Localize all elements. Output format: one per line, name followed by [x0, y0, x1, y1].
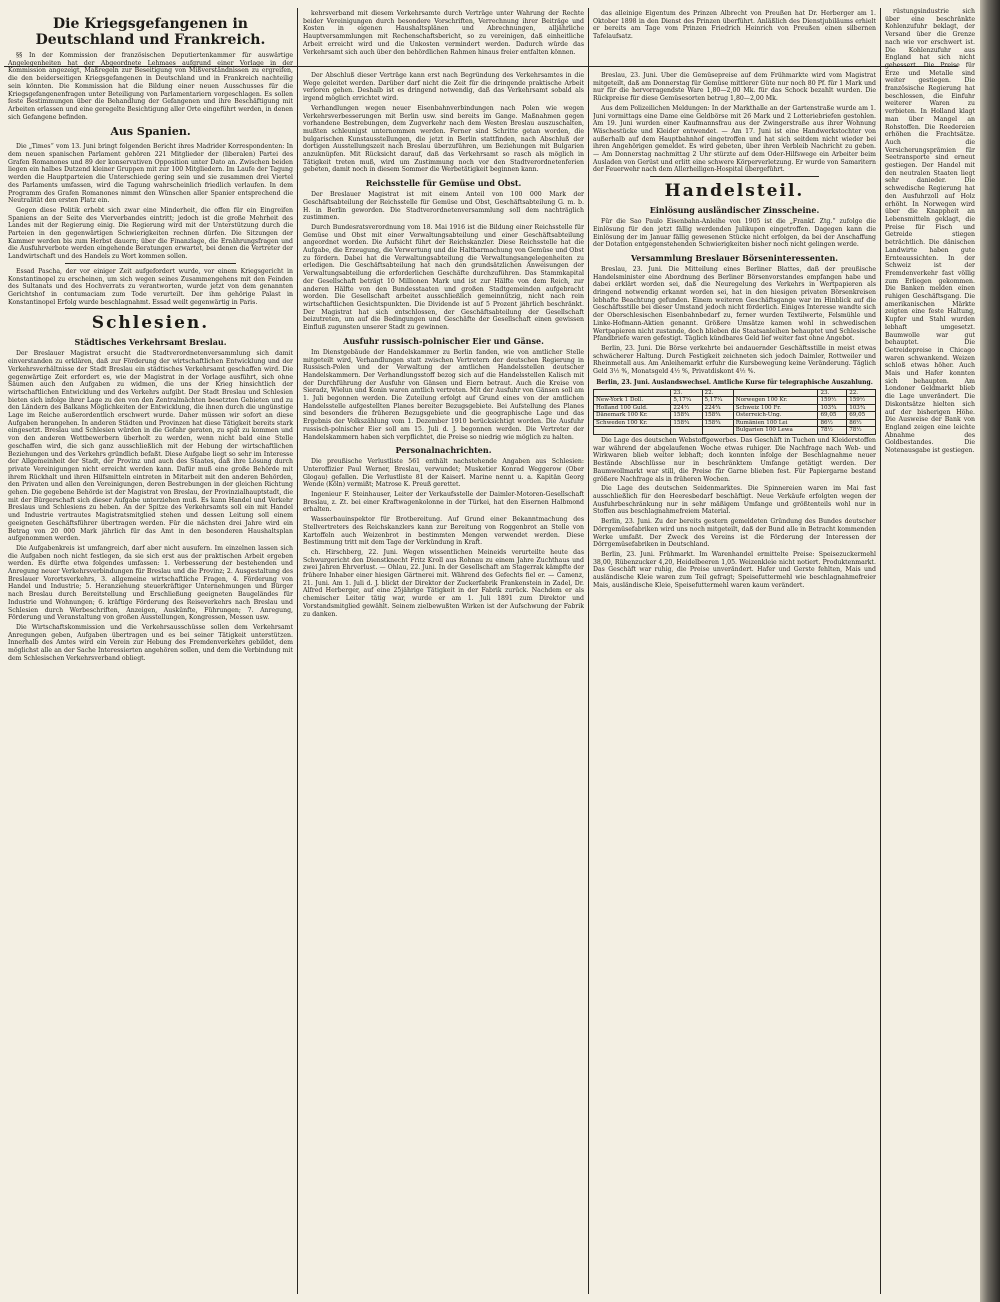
table-cell: Holland 100 Guld. [594, 404, 671, 412]
table-row [594, 397, 876, 405]
divider [65, 263, 236, 264]
column-2 [303, 72, 584, 1290]
article-title-verkehrsamt: Städtisches Verkehrsamt Breslau. [74, 337, 227, 348]
table-cell: New-York 1 Doll. [594, 397, 671, 405]
paragraph: Essad Pascha, der vor einiger Zeit aufgefordert wurde, vor einem Kriegsgericht in Konstantinopel zu erscheinen, um sich wegen seines Zusammengehens mit den Feinden des Sultanats und des Hochverrats zu verantworten, wurde jetzt von dem genannten Gerichtshof in contumaciam zum Tode verurteilt. Der ihm gehörige Palast in Konstantinopel Erfolg wurde beschlagnahmt. Essad weilt gegenwärtig in Paris. [8, 267, 293, 306]
table-cell: Schweden 100 Kr. [594, 419, 671, 427]
paragraph: Die „Times“ vom 13. Juni bringt folgenden Bericht ihres Madrider Korrespondenten: In dem neuen spanischen Parlament gehören 221 Mitglieder der (liberalen) Partei des Grafen Romanones und 89 der konservativen Opposition unter Dato an. Zwischen beiden liegen ein halbes Dutzend kleiner Gruppen mit zur 100 Mitgliedern. Im Laufe der Tagung werden die Hauptparteien die Unterschiede gering sein und sie zusammen drei Viertel des Parlaments umfassen, wird die Tagung wahrscheinlich friedlich verlaufen. In dem Programm des Grafen Romanones nimmt den Wünschen aller Spanier entsprechend die Neutralität den ersten Platz ein. [8, 143, 293, 205]
exchange-rate-table [593, 389, 876, 436]
paragraph: Für die Sao Paulo Eisenbahn-Anleihe von 1905 ist die „Frankf. Ztg.“ zufolge die Einlösung für den jetzt fällig werdenden Julikupon eingetroffen. Dagegen kann die Einlösung der im Januar fällig gewesenen Stücke nicht erfolgen, da bei der Anschaffung der Dotation entgegenstehenden Schwierigkeiten bisher noch nicht gelingen werde. [593, 218, 876, 249]
paragraph: Die preußische Verlustliste 561 enthält nachstehende Angaben aus Schlesien: Unteroffizier Paul Werner, Breslau, verwundet; Musketier Konrad Weggerow (Ober Glogau) gefallen. Die Verlustliste 81 der Kaiserl. Marine nennt u. a. Kapitän Georg Wende (Köln) vermißt; Matrose K. Preuß gerettet. [303, 458, 584, 489]
table-cell: 159½ [818, 397, 847, 405]
table-cell: Rumänien 100 Lei [733, 419, 818, 427]
table-cell: 158¾ [671, 412, 702, 420]
table-cell [671, 427, 702, 435]
table-header-cell: 23. [671, 389, 702, 397]
paragraph: ch. Hirschberg, 22. Juni. Wegen wissentlichen Meineids verurteilte heute das Schwurgericht den Dienstknecht Fritz Kroll aus Rohnau zu einem Jahre Zuchthaus und zwei Jahren Ehrverlust. — Ohlau, 22. Juni. In der Gesellschaft am Stagerrak kämpfte der frühere Inhaber einer hiesigen Gärtnerei mit. Während des Gefechts fiel er. — Camenz, 21. Juni. Am 1. Juli d. J. blickt der Direktor der Zuckerfabrik Frankenstein in Zadel, Dr. Alfred Herberger, auf eine 25jährige Tätigkeit in der Fabrik zurück. Nachdem er als chemischer Leiter tätig war, wurde er am 1. Juli 1891 zum Direktor und Vorstandsmitglied gewählt. Seinem zielbewußten Wirken ist der Aufschwung der Fabrik zu danken. [303, 548, 584, 618]
paragraph: Der Breslauer Magistrat ist mit einem Anteil von 100 000 Mark der Geschäftsabteilung der Reichsstelle für Gemüse und Obst, Geschäftsabteilung G. m. b. H. in Berlin geworden. Die Stadtverordnetenversammlung soll dem nachträglich zustimmen. [303, 191, 584, 222]
column-rule [880, 8, 881, 1294]
article-title-zinsscheine: Einlösung ausländischer Zinsscheine. [649, 205, 820, 216]
article-title-eier-gaense: Ausfuhr russisch-polnischer Eier und Gänse. [343, 335, 544, 346]
table-row [594, 412, 876, 420]
column-1 [8, 12, 293, 1290]
table-header-cell: 22. [847, 389, 876, 397]
paragraph: Verhandlungen wegen neuer Eisenbahnverbindungen nach Polen wie wegen Verkehrsverbesserungen mit Berlin usw. sind bereits im Gange. Maßnahmen gegen vorhandene Bestrebungen, dem Zugverkehr nach dem Westen Breslau auszuschalten, mußten schleunigst unternommen werden. Ferner sind Schritte getan worden, die bulgarischen Kunstausstellungen, die jetzt in Berlin stattfinden, nach Abschluß der dortigen Ausstellungszeit nach Breslau überzuführen, um Beziehungen mit Bulgarien anzuknüpfen. Mit Rücksicht darauf, daß das Verkehrsamt so rasch als möglich in Tätigkeit treten muß, wird um Zustimmung noch vor den Stadtverordnetenferien gebeten, damit noch in diesem Sommer die Werbetätigkeit beginnen kann. [303, 104, 584, 174]
paragraph: Der Breslauer Magistrat ersucht die Stadtverordnetenversammlung sich damit einverstanden zu erklären, daß zur Förderung der wirtschaftlichen Entwicklung und der Verkehrsverhältnisse der Stadt Breslau ein städtisches Verkehrsamt geschaffen wird. Die gegenwärtige Zeit erfordert es, wie der Magistrat in der Vorlage ausführt, sich ohne Säumen auch den Aufgaben zu widmen, die uns der Krieg hinsichtlich der wirtschaftlichen Entwicklung und des Verkehrs aufgibt. Der Stadt Breslau und Schlesien bieten sich infolge ihrer Lage zu den von den Zentralmächten besetzten Gebieten und zu den Ländern des Balkans Möglichkeiten der Entwicklung, die ihnen durch die ungünstige Lage im Reiche außerordentlich erschwert wurde. Daher müssen wir sofort an diese Aufgaben herangehen. In anderen Städten und Provinzen hat diese Tätigkeit bereits stark eingesetzt. Breslau und Schlesien würden in die Gefahr geraten, zu spät zu kommen und von den anderen Wettbewerbern überholt zu werden, wenn nicht bald eine Stelle geschaffen wird, die sich ganz ausschließlich mit der Hebung der wirtschaftlichen Beziehungen und des Verkehrs gründlich befaßt. Diese Aufgabe liegt so sehr im Interesse der Allgemeinheit der Stadt, der Provinz und auch des Staates, daß ihre Lösung durch private Vereinigungen nicht erreicht werden kann. Dafür muß eine große Behörde mit ihrem Rückhalt und ihren Hilfsmitteln eintreten in Mitarbeit mit den anderen Behörden, den Privaten und allen den Vereinigungen, deren Bestrebungen in der gleichen Richtung gehen. Die gegebene Behörde ist der Magistrat von Breslau, der Provinzialhauptstadt, die mit der Bürgerschaft sich dieser Aufgabe unterziehen muß. Es kann Handel und Verkehr Breslaus und Schlesiens zu heben. An der Spitze des Verkehrsamts soll ein mit Handel und Industrie vertrautes Magistratsmitglied stehen und dessen Leitung soll einem geeigneten Geschäftsführer übertragen werden. Für die nächsten drei Jahre wird ein Betrag von 20 000 Mark jährlich für das Amt in den besonderen Haushaltsplan aufgenommen werden. [8, 350, 293, 543]
paragraph: Berlin, 23. Juni. Die Börse verkehrte bei andauernder Geschäftsstille in meist etwas schwächerer Haltung. Durch Festigkeit zeichneten sich jedoch Daimler, Rottweiler und Rheinmetall aus. Am Anleihemarkt erfuhr die Kursbewegung keine Veränderung. Täglich Geld 3½ %, Monatsgeld 4½ %, Privatdiskont 4½ %. [593, 344, 876, 376]
article-title-boerse: Versammlung Breslauer Börseninteressenten. [630, 252, 839, 263]
paragraph: Die Lage des deutschen Seidenmarktes. Die Spinnereien waren im Mai fast ausschließlich für den Heeresbedarf beschäftigt. Neue Verkäufe erfolgten wegen der Ausfuhrbeschränkung nur in sehr mäßigem Umfange und größtenteils wohl nur in Stoffen aus beschlagnahmefreiem Material. [593, 485, 876, 516]
table-cell: 69,05 [847, 412, 876, 420]
table-cell: 5,17¼ [671, 397, 702, 405]
col3-top-text: das alleinige Eigentum des Prinzen Albrecht von Preußen hat Dr. Herberger am 1. Oktober 1898 in den Dienst des Prinzen überführt. Anläßlich des Dienstjubiläums erhielt er bereits am Tage vom Prinzen Friedrich Heinrich von Preußen einen silbernen Tafelaufsatz. [593, 10, 876, 41]
table-cell: Norwegen 100 Kr. [733, 397, 818, 405]
table-cell: 78½ [847, 427, 876, 435]
table-cell [702, 427, 733, 435]
paragraph: Im Dienstgebäude der Handelskammer zu Berlin fanden, wie von amtlicher Stelle mitgeteilt wird, Verhandlungen statt zwischen Vertretern der deutschen Regierung in Russisch-Polen und der Verwaltung der amtlichen Handelsstellen deutscher Handelskammern. Der Verhandlungsstoff bezog sich auf die Handelsstellen Kalisch mit der Durchführung der Ausfuhr von Gänsen und Eiern betraut. Auch die Kreise von Sieradz, Wielun und Konin waren amtlich vertreten. Mit der Ausfuhr von Gänsen soll am 1. Juli begonnen werden. Die Zuteilung erfolgt auf Grund eines von der amtlichen Handelsstelle aufgestellten Planes bereiter Bezugsgebiete. Bei Aufstellung des Planes sind besonders die früheren Bezugsgebiete und die geographische Lage und das Ergebnis der Volkszählung vom 1. Dezember 1910 berücksichtigt worden. Die Ausfuhr russisch-polnischer Eier soll am 15. Juli d. J. begonnen werden. Die Vertreter der Handelskammern haben sich verpflichtet, die Preise so niedrig wie möglich zu halten. [303, 348, 584, 441]
table-cell [594, 427, 671, 435]
paragraph: rüstungsindustrie sich über eine beschränkte Kohlenzufuhr beklagt, der Versand über die Grenze nach wie vor erschwert ist. Die Kohlenzufuhr aus England hat sich nicht gebessert. Die Preise für Erze und Metalle sind weiter gestiegen. Die französische Regierung hat beschlossen, die Einfuhr weiterer Waren zu verbieten. In Holland klagt man über Mangel an Rohstoffen. Die Reedereien erhöhen die Frachtsätze. Auch die Versicherungsprämien für Seetransporte sind erneut gestiegen. Der Handel mit den neutralen Staaten liegt sehr danieder. Die schwedische Regierung hat den Ausfuhrzoll auf Holz erhöht. In Norwegen wird über die Knappheit an Lebensmitteln geklagt, die Preise für Fisch und Getreide stiegen beträchtlich. Die dänischen Landwirte haben gute Ernteaussichten. In der Schweiz ist der Fremdenverkehr fast völlig zum Erliegen gekommen. Die Banken melden einen ruhigen Geschäftsgang. Die amerikanischen Märkte zeigten eine feste Haltung, Kupfer und Stahl wurden lebhaft umgesetzt. Baumwolle war gut behauptet. Die Getreidepreise in Chicago waren schwankend. Weizen schloß etwas höher. Auch Mais und Hafer konnten sich behaupten. Am Londoner Geldmarkt blieb die Lage unverändert. Die Diskontsätze hielten sich auf der bisherigen Höhe. Die Ausweise der Bank von England zeigen eine leichte Abnahme des Goldbestandes. Die Notenausgabe ist gestiegen. [885, 8, 975, 455]
paragraph: Berlin, 23. Juni. Zu der bereits gestern gemeldeten Gründung des Bundes deutscher Dörrgemüsefabriken wird uns noch mitgeteilt, daß der Bund alle in Betracht kommenden Werke umfaßt. Der Zweck des Vereins ist die Förderung der Interessen der Dörrgemüsefabriken in Deutschland. [593, 518, 876, 549]
article-title-personalnachrichten: Personalnachrichten. [395, 445, 492, 456]
table-row [594, 427, 876, 435]
table-cell: 86½ [818, 419, 847, 427]
table-cell: 78½ [818, 427, 847, 435]
table-header-row [594, 389, 876, 397]
table-cell: 158¾ [671, 419, 702, 427]
article-title-gemuese-obst: Reichsstelle für Gemüse und Obst. [365, 178, 522, 189]
table-cell: Bulgarien 100 Lewa [733, 427, 818, 435]
paragraph: Die Aufgabenkreis ist umfangreich, darf aber nicht ausufern. Im einzelnen lassen sich die Aufgaben noch nicht festlegen, da sie sich erst aus der praktischen Arbeit ergeben werden. Es dürfte etwa folgendes umfassen: 1. Verbesserung der bestehenden und Anregung neuer Verkehrsverbindungen für Breslau und die Provinz; 2. Ausgestaltung des Breslauer Vorortsverkehrs, 3. allgemeine wirtschaftliche Fragen, 4. Förderung von Handel und Industrie; 5. Heranziehung steuerkräftiger Unternehmungen und Bürger nach Breslau durch Bereitstellung und Erschließung geeigneten Baugeländes für Industrie und Wohnungen; 6. kräftige Förderung des Reiseverkehrs nach Breslau und Schlesien durch Werbeschriften, Anzeigen, Auskünfte, Führungen; 7. Anregung, Förderung und Veranstaltung von großen Ausstellungen, Kongressen, Messen usw. [8, 544, 293, 622]
table-header-cell [733, 389, 818, 397]
paragraph: Gegen diese Politik erhebt sich zwar eine Minderheit, die offen für ein Eingreifen Spaniens an der Seite des Vierverbandes eintritt; jedoch ist die große Mehrheit des Landes mit der Regierung einig. Die Regierung wird mit der Unterstützung durch die Parteien in den gegenwärtigen Schwierigkeiten rechnen dürfen. Die Sitzungen der Kammer werden bis zum Herbst dauern; über die Finanzlage, die Ernährungsfragen und die Ausfuhrverbote werden eingehende Beratungen erwartet, bei denen die Vertreter der Landwirtschaft und des Handels zu Wort kommen sollen. [8, 206, 293, 261]
divider [65, 308, 236, 309]
table-row [594, 419, 876, 427]
paragraph: Ingenieur F. Steinhauser, Leiter der Verkaufsstelle der Daimler-Motoren-Gesellschaft Breslau, z. Zt. bei einer Kraftwagenkolonne in der Türkei, hat den Eisernen Halbmond erhalten. [303, 491, 584, 514]
table-cell: 5,17¼ [702, 397, 733, 405]
table-cell: 86½ [847, 419, 876, 427]
paragraph: Breslau, 23. Juni. Die Mitteilung eines Berliner Blattes, daß der preußische Handelsminister eine Abordnung des Berliner Börsenvorstandes empfangen habe und dabei erklärt worden sei, daß die Neuregelung des Verkehrs in Wertpapieren als dringend notwendig erkannt worden sei, hat in den hiesigen privaten Börsenkreisen lebhafte Beachtung gefunden. Einem weiteren Geschäftsgange war im Hinblick auf die Geschäftsstille bei dieser Umstand jedoch nicht förderlich. Einiges Interesse wandte sich der Oberschlesischen Eisenbahnbedarf zu, ferner wurden Textilwerte, Felsmühle und Linke-Hofmann-Aktien genannt. Größere Umsätze kamen wohl in schwedischen Wertpapieren nicht zustande, doch blieben die Staatsanleihen behauptet und Schlesische Pfandbriefe waren gefestigt. Täglich kündbares Geld lief weiter fast ohne Angebot. [593, 265, 876, 343]
section-heading-schlesien: Schlesien. [91, 313, 210, 334]
table-header-cell: 23. [818, 389, 847, 397]
table-cell: Schweiz 100 Fr. [733, 404, 818, 412]
paragraph: Aus dem Polizeilichen Meldungen: In der Markthalle an der Gartenstraße wurde am 1. Juni vormittags eine Dame eine Geldbörse mit 26 Mark und 2 Lotteriebriefen gestohlen. Am 19. Juni wurden einer Kaufmannsfrau aus der Zwingerstraße aus ihrer Wohnung Wäschestücke und Kleider entwendet. — Am 17. Juni ist eine Handwerkstochter von außerhalb auf dem Hauptbahnhof eingetroffen und hat sich seitdem nicht wieder bei ihren Angehörigen gemeldet. Es wird gebeten, über ihren Verbleib Nachricht zu geben. — Am Donnerstag nachmittag 2 Uhr stürzte auf dem Oder-Hilfswege ein Arbeiter beim Ausladen von Gerüst und erlitt eine schwere Körperverletzung. Er wurde von Samaritern der Feuerwehr nach dem Allerheiligen-Hospital übergeführt. [593, 104, 876, 174]
paragraph: Breslau, 23. Juni. Über die Gemüsepreise auf dem Frühmarkte wird vom Magistrat mitgeteilt, daß am Donnerstag für Gemüse mittlerer Güte nur noch 80 Pf. für 1 Mark und nur für die hervorragendste Ware 1,80—2,00 Mk. für das Schock bezahlt wurden. Die Rückpreise für diese Gemüsesorten betrug 1,80—2,00 Mk. [593, 72, 876, 103]
table-cell: Österreich-Ung. [733, 412, 818, 420]
paragraph: Berlin, 23. Juni. Frühmarkt. Im Warenhandel ermittelte Preise: Speisezuckermehl 38,00, Rübenzucker 4,20, Heidelbeeren 1,05. Weizenkleie nicht notiert. Produktenmarkt. Das Geschäft war ruhig, die Preise unverändert. Hafer und Gerste fehlten, Mais und ausländische Kleie waren zum Teil gefragt; Speisefuttermehl wie beschlagnahmefreier Mais, ausländische Kleie, Speisefuttermehl waren kaum verändert. [593, 550, 876, 589]
table-cell: 159½ [847, 397, 876, 405]
table-header-cell: 22. [702, 389, 733, 397]
paragraph: Wasserbauinspektor für Brotbereitung. Auf Grund einer Bekanntmachung des Stellvertreters des Reichskanzlers kann zur Bereitung von Roggenbrot an Stelle von Kartoffeln auch Weizenbrot in bestimmten Mengen verwendet werden. Diese Bestimmung tritt mit dem Tage der Verkündung in Kraft. [303, 516, 584, 547]
col2-top-text: kehrsverband mit diesem Verkehrsamte durch Verträge unter Wahrung der Rechte beider Vereinigungen durch besondere Vorschriften, Verrechnung ihrer Beiträge und Kosten in eigenen Haushaltsplänen und Abrechnungen, alljährliche Hauptversammlungen mit Rechenschaftsbericht, so zu vereinigen, daß einheitliche Arbeit erreicht wird und die Unkosten vermindert werden. Dadurch würde das Verkehrsamt sich auch über den behördlichen Rahmen hinaus freier entfalten können. [303, 10, 584, 56]
table-cell: 103¾ [818, 404, 847, 412]
table-cell: 224¾ [702, 404, 733, 412]
table-cell: 158¾ [702, 412, 733, 420]
table-cell: Dänemark 100 Kr. [594, 412, 671, 420]
paragraph: Der Abschluß dieser Verträge kann erst nach Begründung des Verkehrsamtes in die Wege geleitet werden. Darüber darf nicht die Zeit für die dringende praktische Arbeit verloren gehen. Deshalb ist es dringend notwendig, daß das Verkehrsamt sobald als irgend möglich errichtet wird. [303, 72, 584, 103]
table-cell: 158¾ [702, 419, 733, 427]
paragraph: Die Wirtschaftskommission und die Verkehrsausschüsse sollen dem Verkehrsamt Anregungen geben, Aufgaben übertragen und es bei seiner Tätigkeit unterstützen. Innerhalb des Amtes wird ein Verein zur Hebung des Fremdenverkehrs gebildet, dem möglichst alle an der Sache Interessierten angehören sollen, und dem die Verbindung mit dem Schlesischen Verkehrsverband obliegt. [8, 624, 293, 662]
divider [650, 176, 820, 177]
page-binding-gutter [980, 0, 1000, 1302]
column-4 [885, 8, 975, 1290]
table-row [594, 404, 876, 412]
table-cell: 69,05 [818, 412, 847, 420]
article-title-kriegsgefangene: Die Kriegsgefangenen in Deutschland und Frankreich. [35, 16, 266, 48]
exchange-table-title: Berlin, 23. Juni. Auslandswechsel. Amtliche Kurse für telegraphische Auszahlung. [596, 378, 873, 386]
table-header-cell [594, 389, 671, 397]
paragraph: Die Lage des deutschen Webstoffgewerbes. Das Geschäft in Tuchen und Kleiderstoffen war während der abgelaufenen Woche etwas ruhiger. Die Nachfrage nach Web- und Wirkwaren blieb weiter lebhaft; doch konnten infolge der Beschlagnahme neuer Bestände Abschlüsse nur in beschränktem Umfange getätigt werden. Der Baumwollmarkt war still, die Preise für Garne blieben fest. Für Papiergarne bestand größere Nachfrage als in früheren Wochen. [593, 437, 876, 483]
column-3 [593, 72, 876, 1290]
column-rule [297, 8, 298, 1294]
table-cell: 224½ [671, 404, 702, 412]
paragraph: §§ In der Kommission der französischen Deputiertenkammer für auswärtige Angelegenheiten hat der Abgeordnete Lehmaes aufgrund einer Vorlage in der Kommission angezeigt, Maßregeln zur Beseitigung von Mißverständnissen zu ergreifen, die den beiderseitigen Kriegsgefangenen in Deutschland und in Frankreich nachteilig sein könnten. Die Kommission hat die Bildung einer neuen Ausschusses für die Kriegsgefangenenfragen unter Beteiligung von Parlamentariern vorgeschlagen. Es sollen feste Bestimmungen über die Behandlung der Gefangenen und ihre Beschäftigung mit Arbeiten erlassen und eine geregelte Besichtigung aller Orte eingeführt werden, in denen sich Gefangene befinden. [8, 52, 293, 121]
column-rule [588, 8, 589, 1294]
table-cell: 103¾ [847, 404, 876, 412]
section-heading-handelsteil: Handelsteil. [664, 181, 805, 202]
paragraph: Durch Bundesratsverordnung vom 18. Mai 1916 ist die Bildung einer Reichsstelle für Gemüse und Obst mit einer Verwaltungsabteilung und einer Geschäftsabteilung angeordnet worden. Die Aufsicht führt der Reichskanzler. Diese Reichsstelle hat die Aufgabe, die Erzeugung, die Verwertung und die Haltbarmachung von Gemüse und Obst zu fördern. Dabei hat die Verwaltungsabteilung die Verwaltungsangelegenheiten zu erledigen. Die Geschäftsabteilung hat nach den grundsätzlichen Anweisungen der Verwaltungsabteilung die erforderlichen Geschäfte durchzuführen. Das Stammkapital der Gesellschaft beträgt 10 Millionen Mark und ist zur Hälfte von dem Reich, zur anderen Hälfte von den Bundesstaaten und großen Stadtgemeinden aufgebracht worden. Die Gesellschaft arbeitet ausschließlich gemeinnützig, nicht nach rein wirtschaftlichen Gesichtspunkten. Die Dividende ist auf 5 Prozent jährlich beschränkt. Der Magistrat hat sich entschlossen, der Geschäftsabteilung der Gesellschaft beizutreten, um auf die Bedingungen und Geschäfte der Gesellschaft einen gewissen Einfluß zugunsten unserer Stadt zu gewinnen. [303, 223, 584, 332]
section-heading-spanien: Aus Spanien. [110, 125, 191, 139]
